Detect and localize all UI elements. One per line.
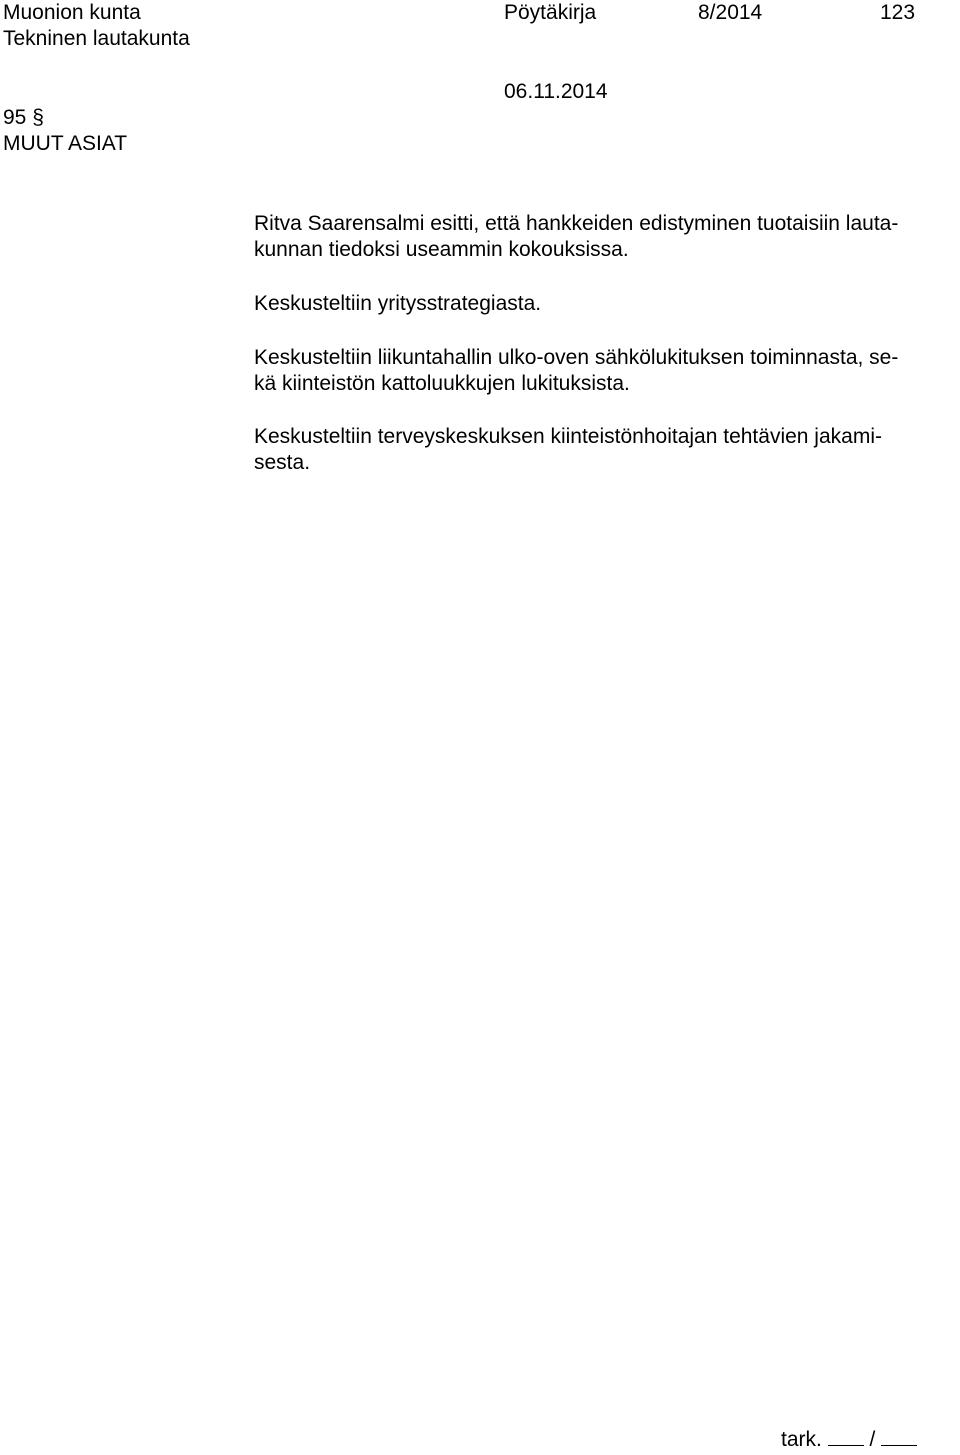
document-type: Pöytäkirja xyxy=(504,1,597,24)
meeting-date: 06.11.2014 xyxy=(504,80,608,103)
section-title: MUUT ASIAT xyxy=(3,132,128,155)
checked-footer xyxy=(781,1427,917,1453)
paragraph xyxy=(254,211,954,263)
paragraph-line: Keskusteltiin liikuntahallin ulko-oven sähkölukituksen toiminnasta, se- xyxy=(254,346,899,369)
paragraph xyxy=(254,291,954,317)
initials-blank-right xyxy=(881,1427,917,1446)
initials-blank-left xyxy=(828,1427,864,1446)
checked-label: tark. xyxy=(781,1428,822,1451)
paragraph-line: kunnan tiedoksi useammin kokouksissa. xyxy=(254,238,629,261)
committee-name: Tekninen lautakunta xyxy=(3,27,190,50)
paragraph-line: Ritva Saarensalmi esitti, että hankkeiden edistyminen tuotaisiin lauta- xyxy=(254,212,899,235)
paragraph-line: kä kiinteistön kattoluukkujen lukituksista. xyxy=(254,372,630,395)
paragraph xyxy=(254,424,954,476)
paragraph-line: sesta. xyxy=(254,451,311,474)
organization-name: Muonion kunta xyxy=(3,1,141,24)
initials-separator: / xyxy=(869,1428,876,1451)
page-number: 123 xyxy=(880,1,916,24)
paragraph-line: Keskusteltiin terveyskeskuksen kiinteistönhoitajan tehtävien jakami- xyxy=(254,425,882,448)
document-number: 8/2014 xyxy=(698,1,763,24)
paragraph-line: Keskusteltiin yritysstrategiasta. xyxy=(254,292,542,315)
paragraph xyxy=(254,345,954,397)
section-number: 95 § xyxy=(3,106,44,129)
